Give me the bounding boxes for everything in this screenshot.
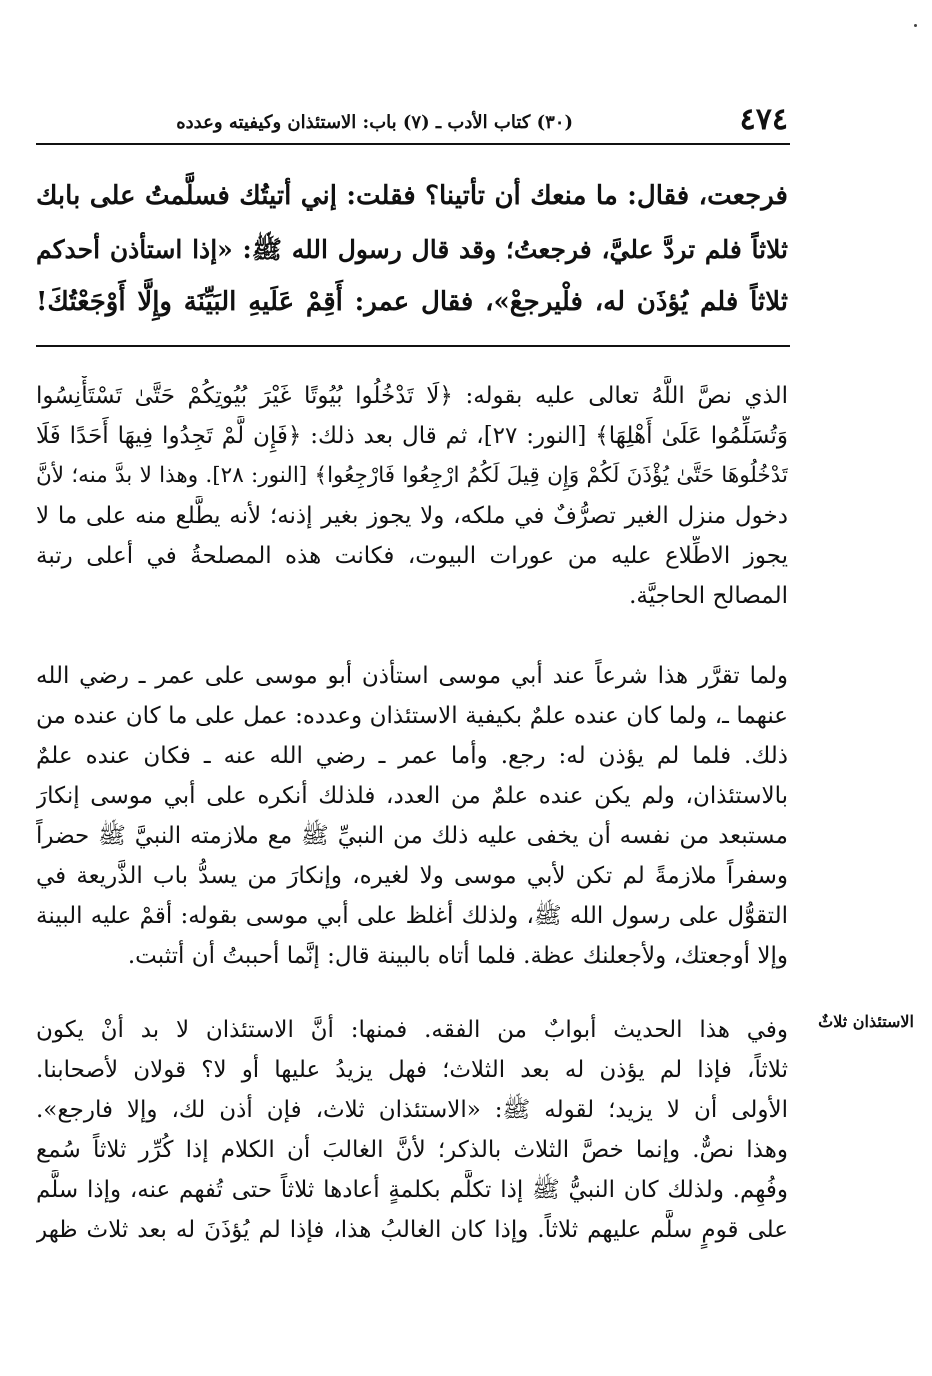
commentary-line: دخول منزل الغير تصرُّفٌ في ملكه، ولا يجوز بغير إذنه؛ لأنه يطَّلع منه على ما لا <box>36 503 788 529</box>
commentary-line: الذي نصَّ اللَّهُ تعالى عليه بقوله: ﴿لَا تَدْخُلُوا بُيُوتًا غَيْرَ بُيُوتِكُمْ حَتَّىٰ تَسْتَأْنِسُوا <box>36 383 788 409</box>
commentary-line: يجوز الاطِّلاع عليه من عورات البيوت، فكانت هذه المصلحةُ في أعلى رتبة <box>36 543 788 569</box>
commentary-line: الأولى أن لا يزيد؛ لقوله ﷺ: «الاستئذان ثلاث، فإن أذن لك، وإلا فارجع». <box>36 1097 788 1123</box>
page-number: ٤٧٤ <box>739 102 788 137</box>
commentary-line: وإلا أوجعتك، ولأجعلنك عظة. فلما أتاه بالبينة قال: إنَّما أحببتُ أن أتثبت. <box>127 943 788 969</box>
margin-note: الاستئذان ثلاثٌ <box>818 1012 914 1031</box>
commentary-line: ثلاثاً، فإذا لم يؤذن له بعد الثلاث؛ فهل يزيدُ عليها أو لا؟ قولان لأصحابنا. <box>36 1057 788 1083</box>
commentary-paragraph-1 <box>36 376 788 616</box>
commentary-line: تَدْخُلُوهَا حَتَّىٰ يُؤْذَنَ لَكُمْ وَإِن قِيلَ لَكُمُ ارْجِعُوا فَارْجِعُوا﴾ [النور: ٢٨]. وهذا لا بدَّ منه؛ لأنَّ <box>36 463 788 488</box>
commentary-line: ذلك. فلما لم يؤذن له: رجع. وأما عمر ـ رضي الله عنه ـ فكان عنده علمٌ <box>36 743 788 769</box>
commentary-line: ولما تقرَّر هذا شرعاً عند أبي موسى استأذن أبو موسى على عمر ـ رضي الله <box>36 663 788 689</box>
commentary-line: وفي هذا الحديث أبوابٌ من الفقه. فمنها: أنَّ الاستئذان لا بد أنْ يكون <box>36 1017 788 1043</box>
commentary-paragraph-2 <box>36 656 788 976</box>
commentary-line: وسفراً ملازمةً لم تكن لأبي موسى ولا لغيره، وإنكارَ من يسدُّ باب الذَّريعة في <box>36 863 788 889</box>
hadith-line: فرجعت، فقال: ما منعك أن تأتينا؟ فقلت: إني أتيتُك فسلَّمتُ على بابك <box>36 181 788 211</box>
commentary-line: وهذا نصٌّ. وإنما خصَّ الثلاث بالذكر؛ لأنَّ الغالبَ أن الكلام إذا كُرِّر ثلاثاً سُمع <box>36 1137 788 1163</box>
commentary-line: عنهما ـ، ولما كان عنده علمٌ بكيفية الاستئذان وعدده: عمل على ما كان عنده من <box>36 703 788 729</box>
running-head: (٣٠) كتاب الأدب ـ (٧) باب: الاستئذان وكيفيته وعدده <box>176 112 573 133</box>
header-rule <box>36 143 790 145</box>
hadith-line: ثلاثاً فلم يُؤذَن له، فلْيرجعْ»، فقال عمر: أَقِمْ عَلَيهِ البَيِّنَة وإِلَّا أَوْجَعْتُكَ! <box>36 287 788 317</box>
commentary-line: وفُهِم. ولذلك كان النبيُّ ﷺ إذا تكلَّم بكلمةٍ أعادها ثلاثاً حتى تُفهم عنه، وإذا سلَّم <box>36 1177 788 1203</box>
page-header <box>36 100 788 140</box>
commentary-line: على قومٍ سلَّم عليهم ثلاثاً. وإذا كان الغالبُ هذا، فإذا لم يُؤذَنَ له بعد ثلاث ظهر <box>36 1217 788 1243</box>
hadith-text <box>36 170 788 329</box>
separator-rule <box>36 345 790 347</box>
commentary-line: وَتُسَلِّمُوا عَلَىٰ أَهْلِهَا﴾ [النور: ٢٧]، ثم قال بعد ذلك: ﴿فَإِن لَّمْ تَجِدُوا فِيهَا أَحَدًا فَلَا <box>36 423 788 449</box>
commentary-line: المصالح الحاجيَّة. <box>629 583 788 609</box>
commentary-line: التقوُّل على رسول الله ﷺ، ولذلك أغلظ على أبي موسى بقوله: أقمْ عليه البينة <box>36 903 788 929</box>
commentary-line: مستبعد من نفسه أن يخفى عليه ذلك من النبيِّ ﷺ مع ملازمته النبيَّ ﷺ حضراً <box>36 823 788 849</box>
scan-speck <box>914 24 917 27</box>
hadith-line: ثلاثاً فلم تردَّ عليَّ، فرجعتُ؛ وقد قال رسول الله ﷺ: «إذا استأذن أحدكم <box>36 235 788 264</box>
commentary-paragraph-3 <box>36 1010 788 1250</box>
commentary-line: بالاستئذان، ولم يكن عنده علمٌ من العدد، فلذلك أنكره على أبي موسى إنكارَ <box>36 783 788 809</box>
